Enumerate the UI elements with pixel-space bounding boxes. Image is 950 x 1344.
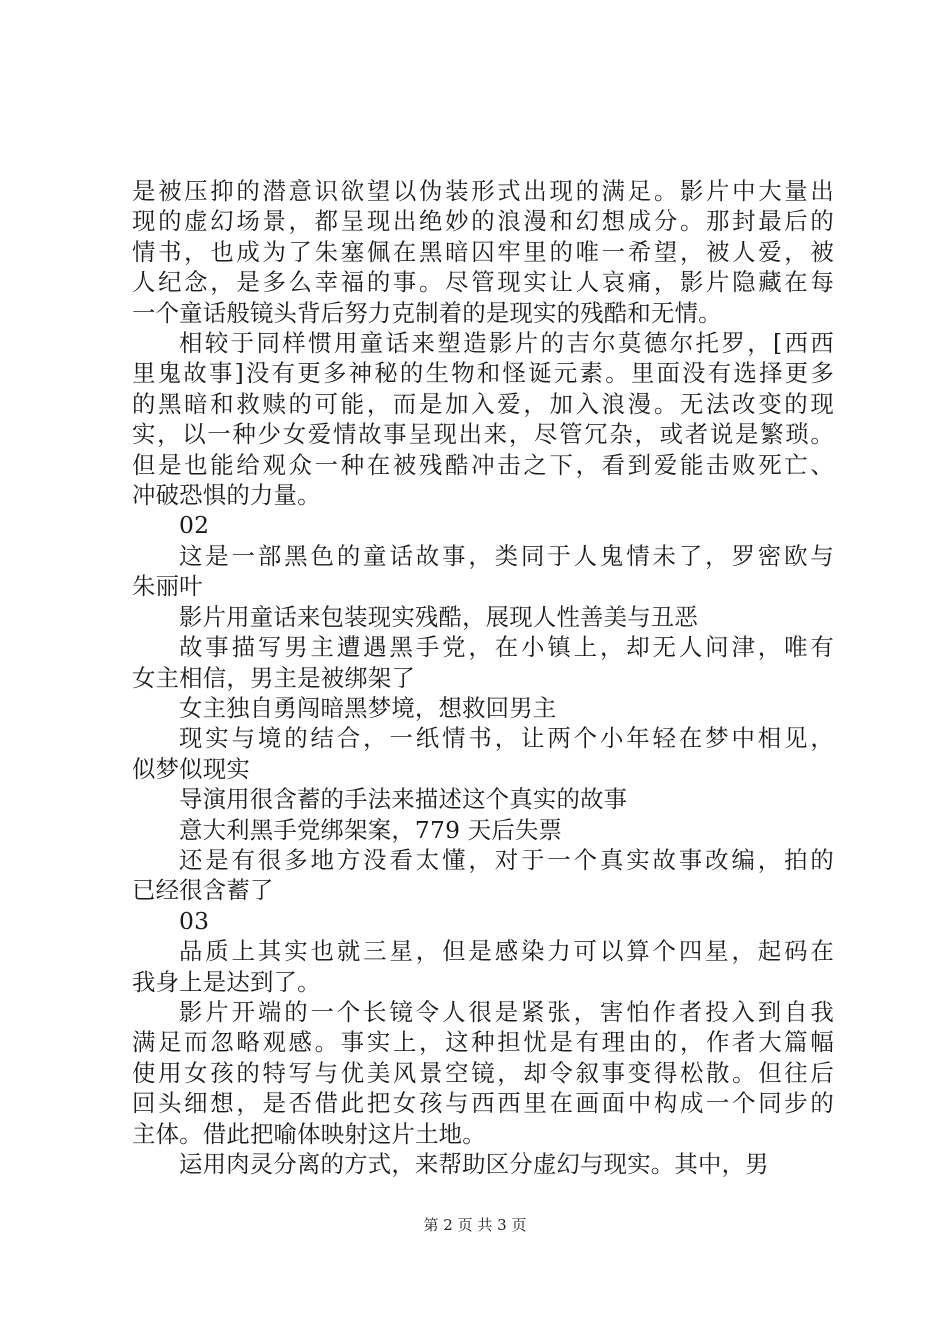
paragraph	[132, 845, 834, 906]
text-line: 是被压抑的潜意识欲望以伪装形式出现的满足。影片中大量出	[132, 177, 834, 205]
paragraph	[132, 997, 834, 1149]
text-line: 使用女孩的特写与优美风景空镜，却令叙事变得松散。但往后	[132, 1058, 834, 1087]
text-line: 品质上其实也就三星，但是感染力可以算个四星，起码在	[179, 937, 834, 966]
paragraph	[132, 784, 834, 814]
text-line: 故事描写男主遭遇黑手党，在小镇上，却无人问津，唯有	[179, 633, 834, 662]
text-line: 已经很含蓄了	[132, 876, 274, 905]
text-line: 我身上是达到了。	[132, 967, 321, 996]
paragraph	[132, 541, 834, 602]
paragraph	[132, 328, 834, 510]
paragraph	[132, 815, 834, 845]
text-line: 回头细想，是否借此把女孩与西西里在画面中构成一个同步的	[132, 1089, 834, 1118]
paragraph	[132, 936, 834, 997]
paragraph	[132, 632, 834, 693]
text-line: 的黑暗和救赎的可能，而是加入爱，加入浪漫。无法改变的现	[132, 389, 834, 418]
paragraph	[132, 510, 834, 540]
text-line: 02	[179, 511, 210, 540]
text-line: 影片用童话来包装现实残酷，展现人性善美与丑恶	[179, 602, 698, 631]
paragraph	[132, 906, 834, 936]
text-line: 情书，也成为了朱塞佩在黑暗囚牢里的唯一希望，被人爱，被	[132, 237, 834, 266]
paragraph	[132, 176, 834, 328]
paragraph	[132, 693, 834, 723]
text-line: 导演用很含蓄的手法来描述这个真实的故事	[179, 785, 628, 814]
text-line: 意大利黑手党绑架案，779 天后失票	[179, 815, 563, 844]
paragraph	[132, 723, 834, 784]
paragraph	[132, 1149, 834, 1179]
page-footer	[0, 1216, 950, 1234]
text-line: 实，以一种少女爱情故事呈现出来，尽管冗杂，或者说是繁琐。	[132, 420, 834, 449]
text-line: 朱丽叶	[132, 572, 203, 601]
text-line: 相较于同样惯用童话来塑造影片的吉尔莫德尔托罗，[西西	[179, 329, 834, 358]
document-body	[132, 176, 834, 1179]
paragraph	[132, 602, 834, 632]
text-line: 里鬼故事]没有更多神秘的生物和怪诞元素。里面没有选择更多	[132, 359, 834, 388]
text-line: 人纪念，是多么幸福的事。尽管现实让人哀痛，影片隐藏在每	[132, 268, 834, 297]
page-number-label: 第 2 页 共 3 页	[423, 1216, 527, 1234]
text-line: 满足而忽略观感。事实上，这种担忧是有理由的，作者大篇幅	[132, 1028, 834, 1057]
text-line: 03	[179, 906, 210, 935]
text-line: 这是一部黑色的童话故事，类同于人鬼情未了，罗密欧与	[179, 541, 834, 570]
text-line: 似梦似现实	[132, 754, 250, 783]
text-line: 主体。借此把喻体映射这片土地。	[132, 1119, 486, 1148]
text-line: 但是也能给观众一种在被残酷冲击之下，看到爱能击败死亡、	[132, 450, 834, 479]
text-line: 现实与境的结合，一纸情书，让两个小年轻在梦中相见，	[179, 724, 834, 753]
text-line: 还是有很多地方没看太懂，对于一个真实故事改编，拍的	[179, 845, 834, 874]
text-line: 现的虚幻场景，都呈现出绝妙的浪漫和幻想成分。那封最后的	[132, 207, 834, 236]
text-line: 女主相信，男主是被绑架了	[132, 663, 416, 692]
text-line: 一个童话般镜头背后努力克制着的是现实的残酷和无情。	[132, 298, 722, 327]
text-line: 影片开端的一个长镜令人很是紧张，害怕作者投入到自我	[179, 997, 834, 1026]
text-line: 冲破恐惧的力量。	[132, 481, 321, 510]
text-line: 运用肉灵分离的方式，来帮助区分虚幻与现实。其中，男	[179, 1150, 769, 1178]
text-line: 女主独自勇闯暗黑梦境，想救回男主	[179, 693, 557, 722]
